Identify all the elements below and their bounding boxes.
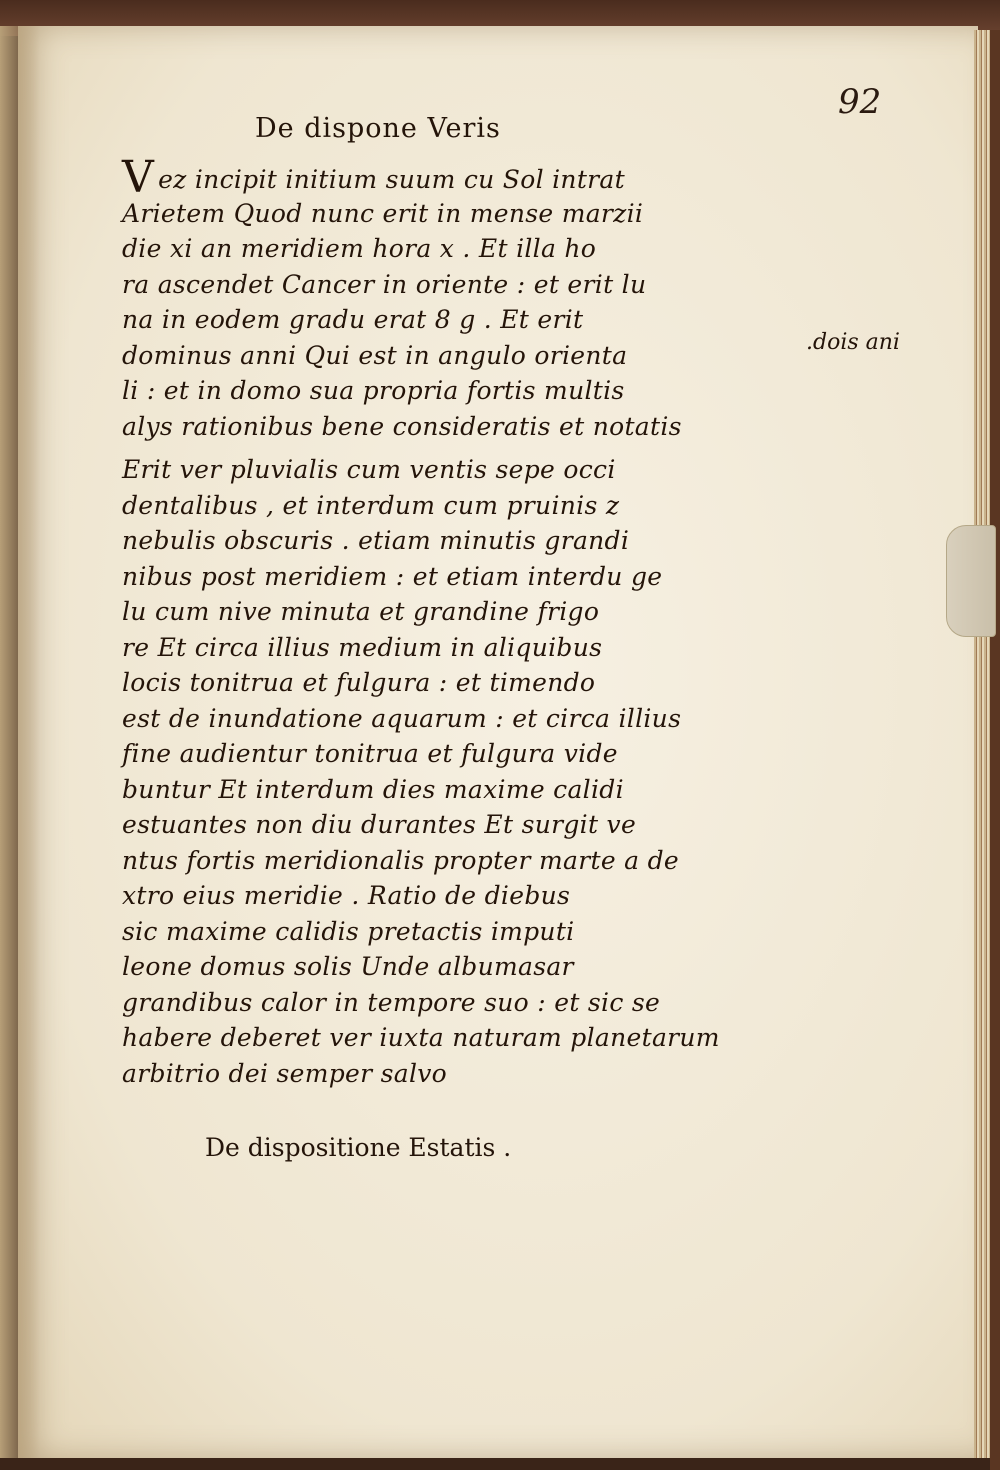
text-line: li : et in domo sua propria fortis multis — [122, 376, 625, 405]
initial-letter: V — [122, 152, 155, 203]
text-line: re Et circa illius medium in aliquibus — [122, 632, 603, 662]
marginal-note: .dois ani — [806, 330, 900, 355]
page-tab — [946, 525, 996, 637]
text-line: dentalibus , et interdum cum pruinis z — [122, 490, 620, 520]
text-line: ra ascendet Cancer in oriente : et erit lu — [122, 269, 647, 299]
text-line: fine audientur tonitrua et fulgura vide — [122, 739, 618, 768]
text-line: estuantes non diu durantes Et surgit ve — [122, 810, 637, 839]
text-line: na in eodem gradu erat 8 g . Et erit — [122, 305, 584, 334]
text-line: nibus post meridiem : et etiam interdu ge — [122, 561, 663, 591]
main-text — [122, 152, 782, 1091]
text-line: sic maxime calidis pretactis imputi — [122, 916, 575, 946]
text-line: die xi an meridiem hora x . Et illa ho — [122, 234, 597, 263]
text-line: Vez incipit initium suum cu Sol intrat — [122, 152, 625, 203]
paragraph-gap — [122, 444, 782, 452]
text-line: xtro eius meridie . Ratio de diebus — [122, 881, 571, 910]
text-line: alys rationibus bene consideratis et notatis — [122, 411, 682, 441]
text-line: Erit ver pluvialis cum ventis sepe occi — [122, 455, 616, 484]
text-line: habere deberet ver iuxta naturam planetarum — [122, 1023, 720, 1052]
text-line: lu cum nive minuta et grandine frigo — [122, 597, 600, 626]
section-heading: De dispone Veris — [255, 113, 501, 144]
text-line: est de inundatione aquarum : et circa illius — [122, 703, 682, 733]
text-line: locis tonitrua et fulgura : et timendo — [122, 668, 596, 697]
text-line: arbitrio dei semper salvo — [122, 1058, 448, 1088]
text-line: leone domus solis Unde albumasar — [122, 952, 574, 981]
text-line: nebulis obscuris . etiam minutis grandi — [122, 526, 630, 555]
text-line: dominus anni Qui est in angulo orienta — [122, 340, 628, 370]
folio-number: 92 — [838, 82, 882, 122]
page-edges — [974, 30, 990, 1458]
text-line: Arietem Quod nunc erit in mense marzii — [122, 198, 644, 228]
text-line: grandibus calor in tempore suo : et sic se — [122, 987, 661, 1017]
page-gutter — [0, 26, 40, 1458]
text-line: ntus fortis meridionalis propter marte a de — [122, 845, 680, 875]
next-section-heading: De dispositione Estatis . — [205, 1133, 512, 1162]
book-cover-side — [990, 30, 1000, 1470]
text-line: buntur Et interdum dies maxime calidi — [122, 774, 624, 804]
